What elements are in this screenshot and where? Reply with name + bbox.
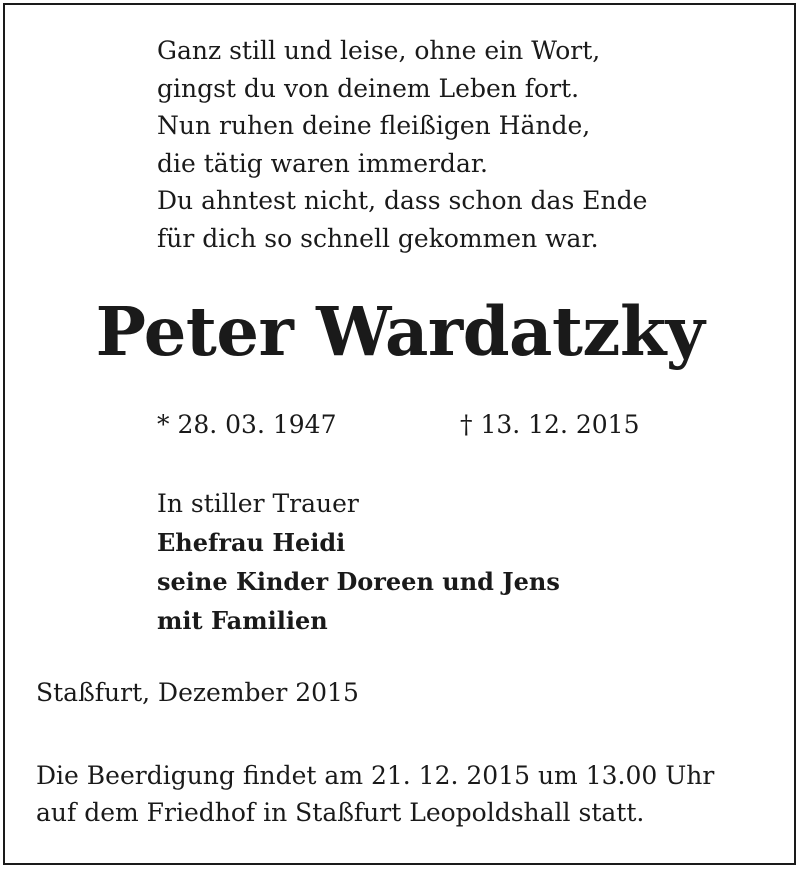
funeral-line: auf dem Friedhof in Staßfurt Leopoldshall statt. [36, 798, 645, 827]
mourners-block [157, 484, 560, 640]
mourner-line: Ehefrau Heidi [157, 528, 346, 557]
poem-line: gingst du von deinem Leben fort. [157, 73, 580, 103]
poem-line: Du ahntest nicht, dass schon das Ende [157, 186, 648, 215]
poem-line: für dich so schnell gekommen war. [157, 223, 599, 253]
funeral-line: Die Beerdigung findet am 21. 12. 2015 um 13.00 Uhr [36, 761, 715, 790]
poem-line: Ganz still und leise, ohne ein Wort, [157, 36, 601, 65]
mourning-intro: In stiller Trauer [157, 489, 359, 518]
birth-date: * 28. 03. 1947 [157, 410, 337, 439]
funeral-notice [36, 757, 714, 831]
deceased-name: Peter Wardatzky [95, 292, 705, 371]
mourner-line: mit Familien [157, 606, 328, 635]
poem-line: Nun ruhen deine fleißigen Hände, [157, 111, 591, 140]
poem-line: die tätig waren immerdar. [157, 148, 488, 178]
mourner-line: seine Kinder Doreen und Jens [157, 567, 560, 596]
memorial-poem [157, 32, 647, 257]
place-and-date: Staßfurt, Dezember 2015 [36, 678, 359, 707]
death-date: † 13. 12. 2015 [460, 410, 640, 439]
